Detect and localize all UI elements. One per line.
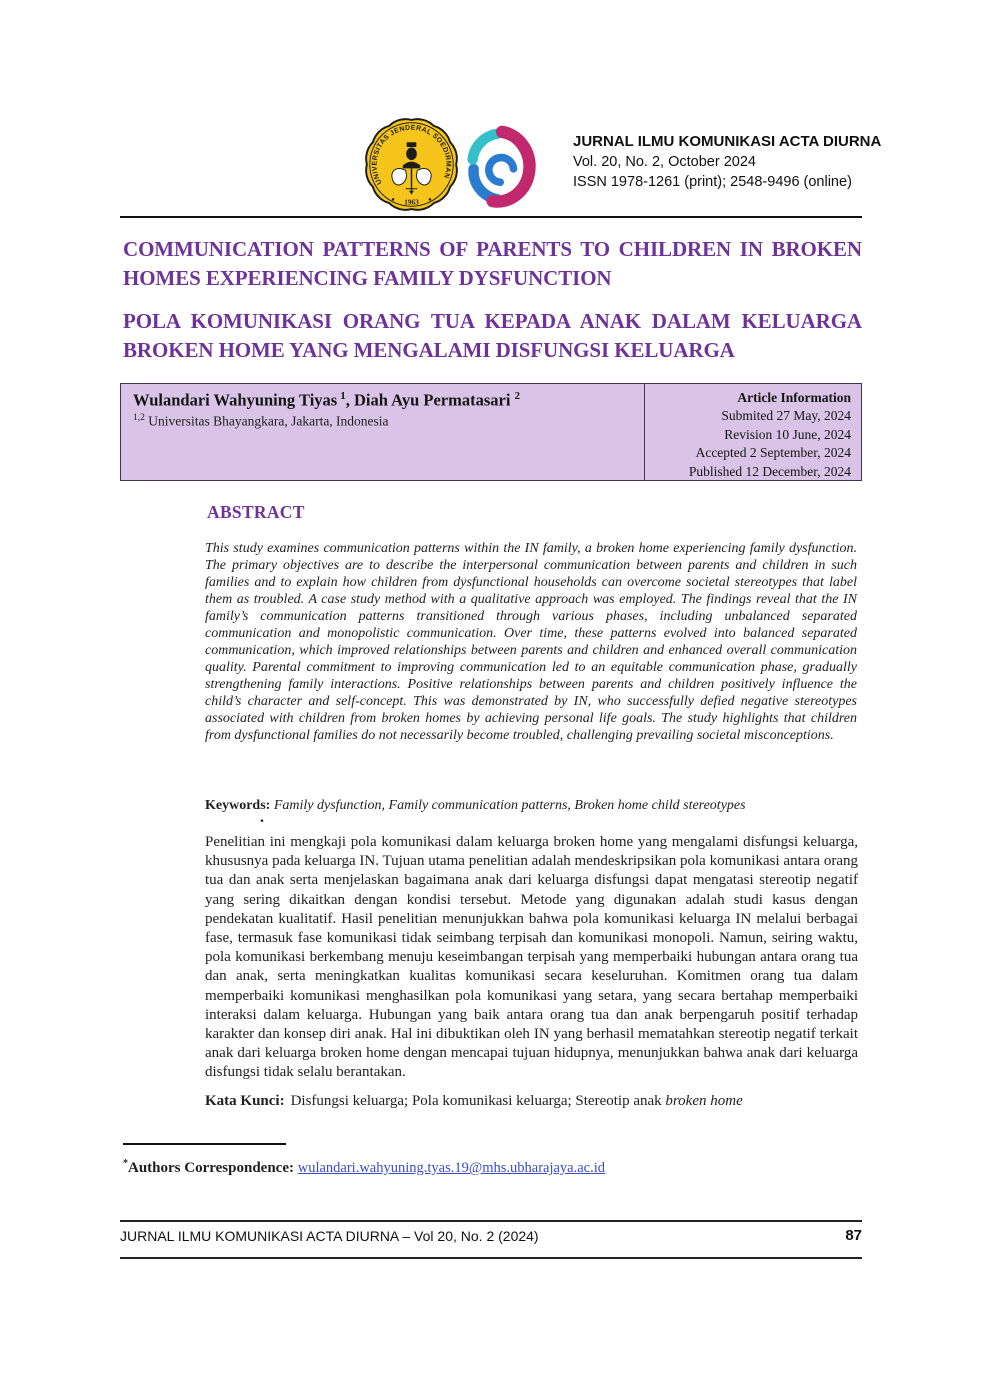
correspondence-label-text: Authors Correspondence: — [128, 1160, 294, 1176]
submitted-date: Submited 27 May, 2024 — [721, 408, 851, 424]
journal-issn-line: ISSN 1978-1261 (print); 2548-9496 (online) — [573, 174, 852, 190]
accepted-date: Accepted 2 September, 2024 — [695, 445, 851, 461]
affiliation-text: Universitas Bhayangkara, Jakarta, Indonesia — [148, 413, 389, 428]
affiliation-superscript: 1,2 — [133, 412, 145, 423]
title-english-line2: HOMES EXPERIENCING FAMILY DYSFUNCTION — [123, 266, 612, 290]
page-number: 87 — [845, 1227, 862, 1244]
abstract-heading: ABSTRACT — [207, 502, 305, 522]
seal-year-text: 1963 — [404, 198, 419, 207]
kata-kunci-value: Disfungsi keluarga; Pola komunikasi keluarga; Stereotip anak — [290, 1093, 666, 1109]
title-indonesian-line2: BROKEN HOME YANG MENGALAMI DISFUNGSI KELUARGA — [123, 338, 735, 362]
keywords-value: Family dysfunction, Family communication patterns, Broken home child stereotypes — [273, 798, 746, 813]
university-seal-logo-icon — [363, 114, 460, 220]
author-names — [133, 390, 634, 411]
author-1-superscript: 1 — [340, 390, 346, 402]
footer-bottom-rule — [120, 1257, 862, 1259]
author-1-name: Wulandari Wahyuning Tiyas — [133, 390, 338, 410]
footer-top-rule — [120, 1220, 862, 1222]
keywords-line — [205, 798, 746, 814]
kata-kunci-label: Kata Kunci: — [205, 1093, 285, 1109]
footer-line — [120, 1227, 862, 1244]
footer-journal-text: JURNAL ILMU KOMUNIKASI ACTA DIURNA – Vol 20, No. 2 (2024) — [120, 1227, 539, 1244]
abstract-english-paragraph: This study examines communication patterns within the IN family, a broken home experiencing family dysfunction. The primary objectives are to describe the interpersonal communication between parents and children in such families and to explain how children from dysfunctional households can overcome societal stereotypes that label them as troubled. A case study method with a qualitative approach was employed. The findings reveal that the IN family’s communication patterns transitioned through various phases, including unbalanced separated communication and monopolistic communication. Over time, these patterns evolved into balanced separated communication, which improved relationships between parents and children and enhanced overall communication quality. Parental commitment to improving communication led to an equitable communication phase, gradually strengthening family interactions. Positive relationships between parents and children positively influence the child’s character and self-concept. This was demonstrated by IN, who successfully defied negative stereotypes associated with children from broken homes by achieving personal life goals. The study highlights that children from dysfunctional families do not necessarily become troubled, challenging prevailing societal misconceptions. — [205, 541, 857, 743]
correspondence-line — [123, 1158, 605, 1177]
university-seal-svg — [363, 114, 460, 215]
kata-kunci-italic-term: broken home — [665, 1093, 743, 1109]
correspondence-email-link[interactable]: wulandari.wahyuning.tyas.19@mhs.ubharajaya.ac.id — [297, 1160, 606, 1176]
published-date: Published 12 December, 2024 — [688, 463, 851, 479]
seal-ring-text: UNIVERSITAS JENDERAL SOEDIRMAN — [371, 124, 452, 186]
abstract-indonesian-paragraph: Penelitian ini mengkaji pola komunikasi dalam keluarga broken home yang mengalami disfungsi keluarga, khususnya pada keluarga IN. Tujuan utama penelitian adalah mendeskripsikan pola komunikasi antara orang tua dan anak serta menjelaskan bagaimana anak dari keluarga disfungsi dapat mengatasi stereotip negatif yang sering dikaitkan dengan kondisi tersebut. Metode yang digunakan adalah studi kasus dengan pendekatan kualitatif. Hasil penelitian menunjukkan bahwa pola komunikasi keluarga IN melalui berbagai fase, termasuk fase komunikasi tidak seimbang terpisah dan komunikasi monopoli. Namun, seiring waktu, pola komunikasi berkembang menuju keseimbangan terpisah yang memperbaiki hubungan antara orang tua dan anak, serta meningkatkan kualitas komunikasi secara keseluruhan. Komitmen orang tua dalam memperbaiki komunikasi menghasilkan pola komunikasi yang setara, yang secara bertahap memperbaiki interaksi dalam keluarga. Hubungan yang baik antara orang tua dan anak berpengaruh positif terhadap karakter dan konsep diri anak. Hal ini dibuktikan oleh IN yang berhasil mematahkan stereotip negatif terkait anak dari keluarga broken home dengan mencapai tujuan hidupnya, menunjukkan bahwa anak dari keluarga disfungsi tidak selalu berantakan. — [205, 834, 858, 1081]
article-title-indonesian — [123, 307, 862, 365]
acta-diurna-svg — [466, 125, 542, 209]
title-english-line1: COMMUNICATION PATTERNS OF PARENTS TO CHILDREN IN BROKEN — [123, 237, 862, 261]
keywords-label: Keywords: — [205, 798, 271, 813]
footnote-divider-rule — [123, 1143, 286, 1145]
journal-info-block — [573, 132, 881, 192]
author-2-name: , Diah Ayu Permatasari — [345, 390, 511, 410]
affiliation-line — [133, 413, 634, 430]
header-divider-rule — [120, 216, 862, 218]
article-title-english — [123, 235, 862, 293]
article-information-cell — [645, 384, 861, 480]
author-box-left-cell — [121, 384, 645, 480]
author-information-box — [120, 383, 862, 481]
title-indonesian-line1: POLA KOMUNIKASI ORANG TUA KEPADA ANAK DALAM KELUARGA — [123, 309, 862, 333]
correspondence-asterisk: * — [123, 1158, 128, 1169]
revision-date: Revision 10 June, 2024 — [724, 426, 851, 442]
correspondence-label — [123, 1160, 294, 1176]
article-information-heading: Article Information — [737, 390, 851, 405]
journal-name: JURNAL ILMU KOMUNIKASI ACTA DIURNA — [573, 133, 882, 150]
kata-kunci-line — [205, 1093, 743, 1110]
journal-volume-line: Vol. 20, No. 2, October 2024 — [573, 154, 756, 170]
stray-bullet-mark: . — [260, 809, 264, 826]
author-2-superscript: 2 — [514, 390, 521, 402]
acta-diurna-logo-icon — [466, 125, 542, 214]
